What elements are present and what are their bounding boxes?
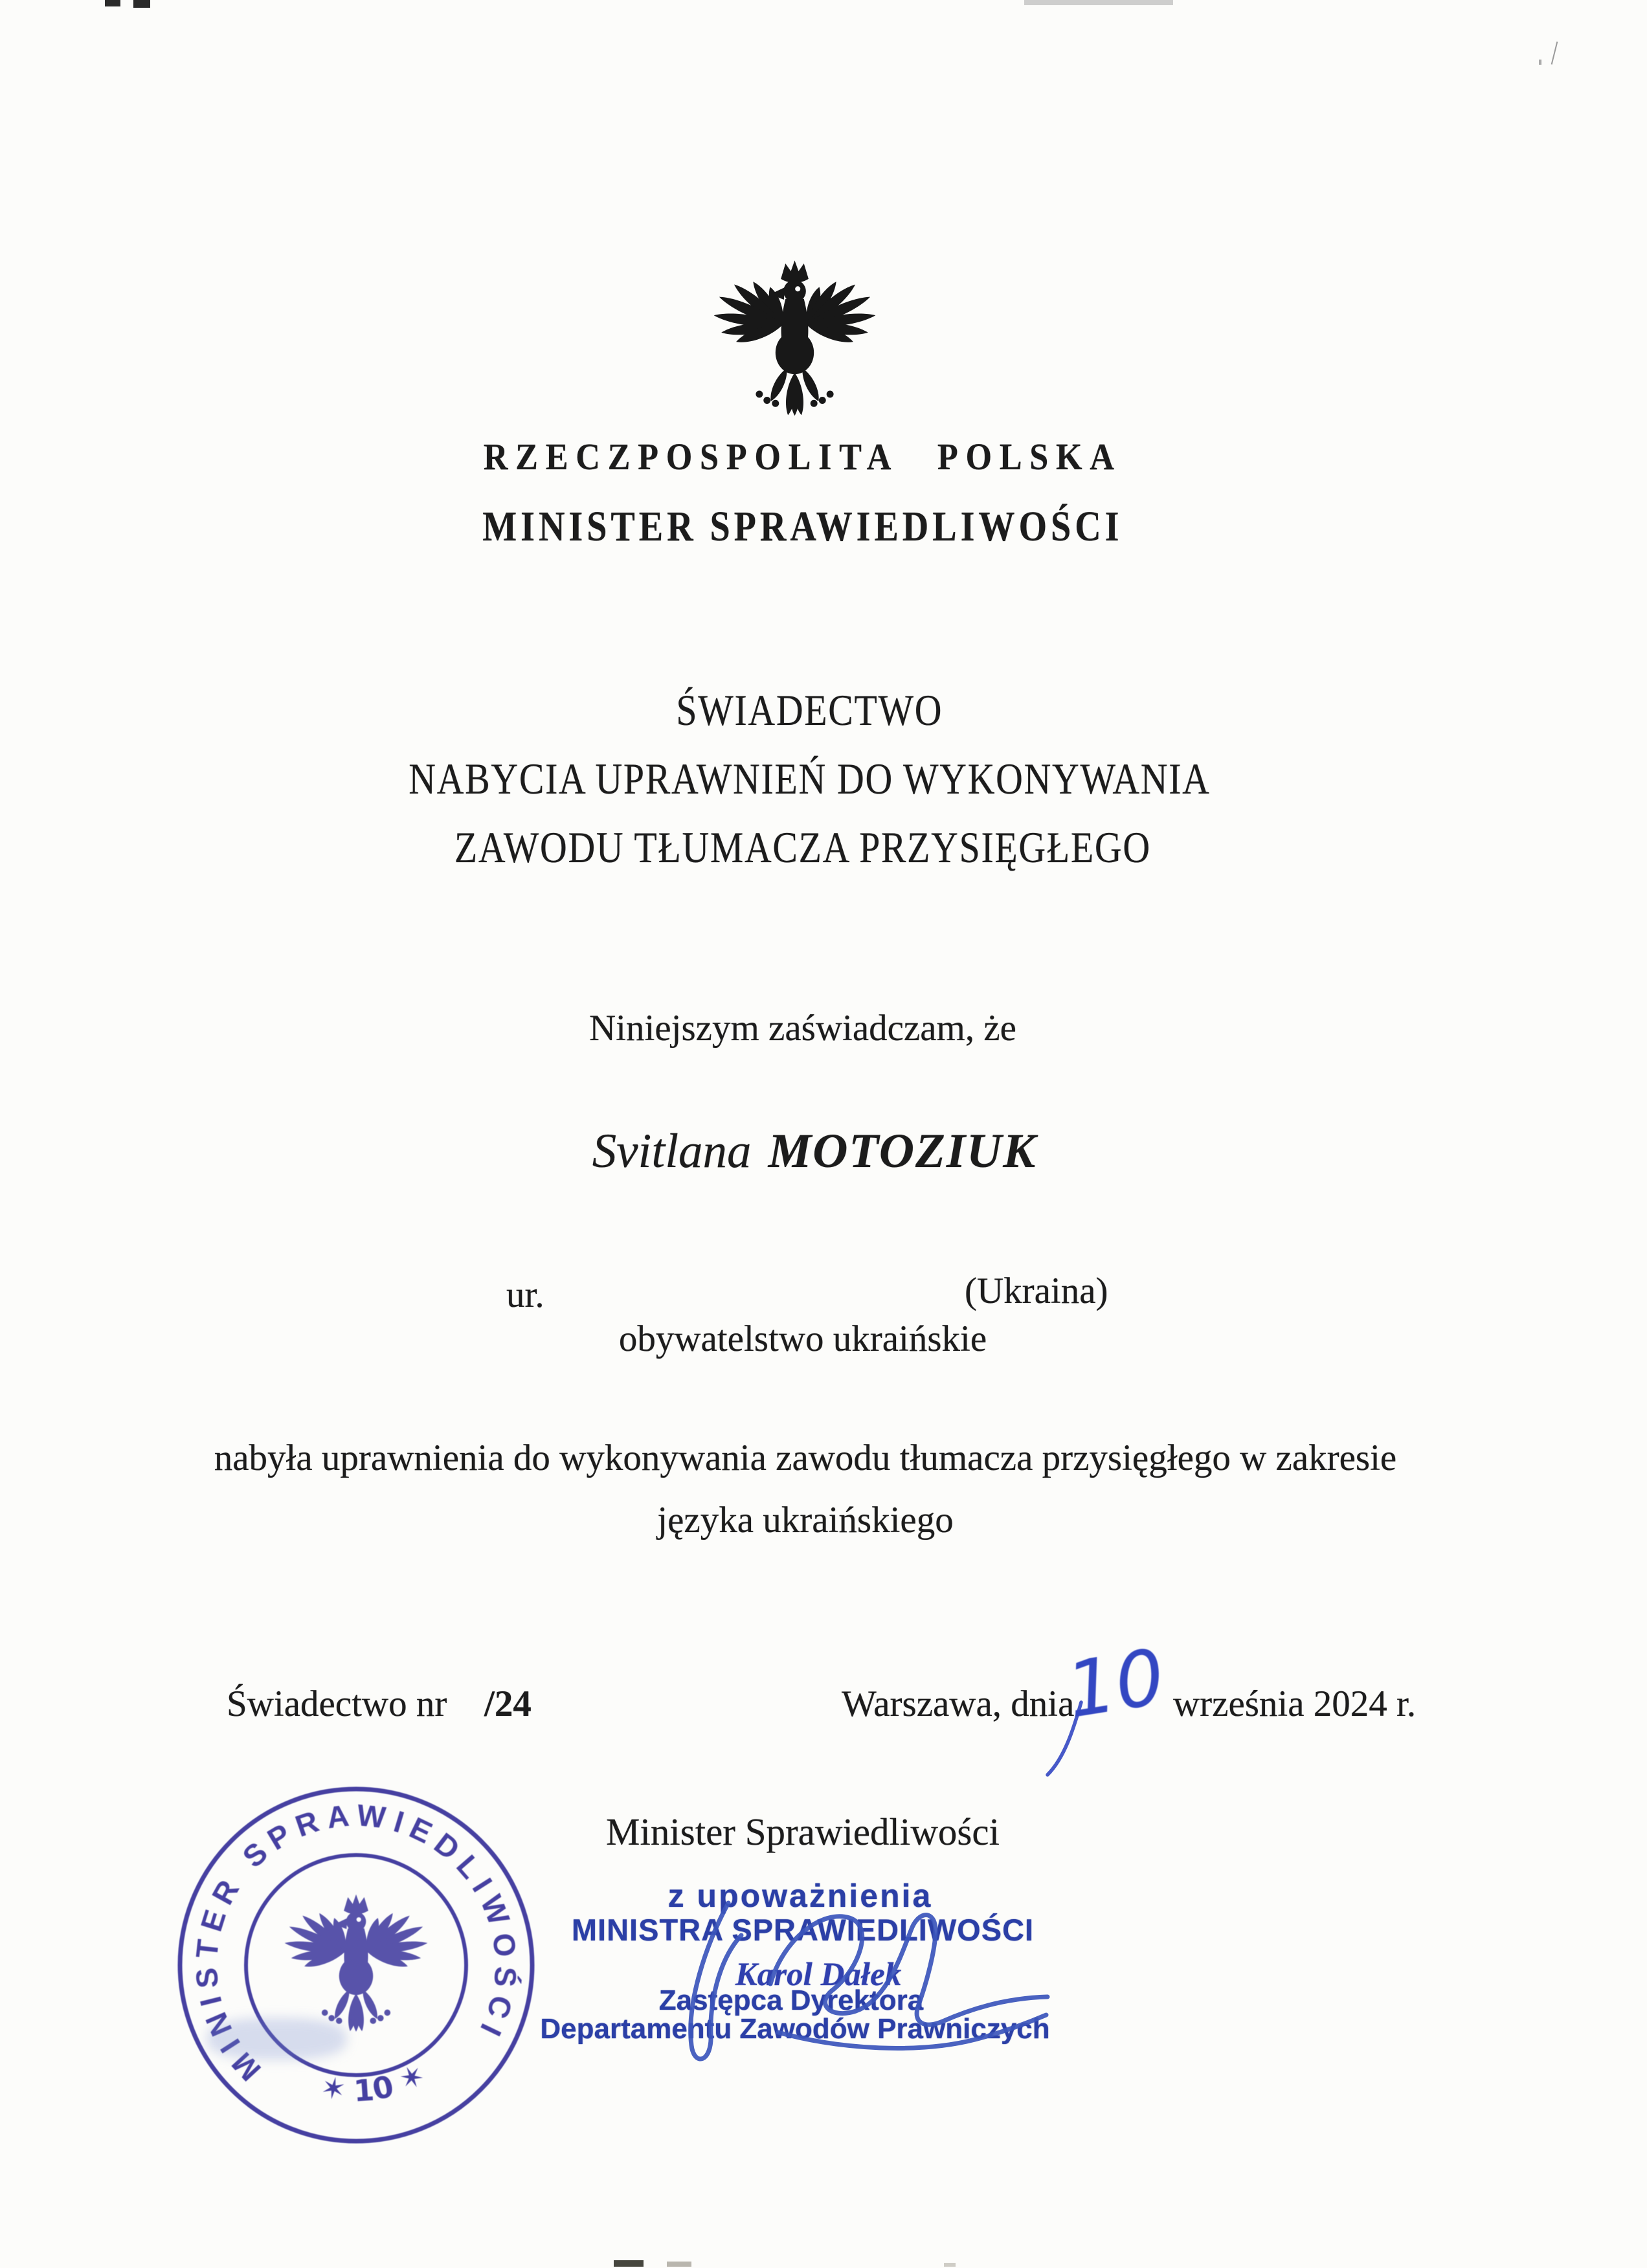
date-rest: września 2024 r.: [1173, 1684, 1417, 1724]
handwritten-day-flourish: [1040, 1696, 1117, 1786]
seal-ring-text-path: MINISTER SPRAWIEDLIWOŚCI: [188, 1797, 524, 2088]
republic-heading-text: RZECZPOSPOLITA POLSKA: [484, 436, 1122, 478]
scan-artifact: [667, 2262, 691, 2267]
holder-name: [0, 1124, 1638, 1179]
signer-name: Karol Dałek: [735, 1957, 902, 1993]
certificate-number-label: Świadectwo nr: [227, 1684, 447, 1724]
scan-artifact: [133, 0, 150, 8]
title-line-3: [0, 822, 1626, 873]
grant-line-1: nabyła uprawnienia do wykonywania zawodu tłumacza przysięgłego w zakresie: [214, 1438, 1397, 1478]
handwritten-day: 10: [1060, 1632, 1171, 1735]
scan-artifact: [1551, 41, 1558, 64]
scan-artifact: [1024, 0, 1173, 5]
minister-heading-text: MINISTER SPRAWIEDLIWOŚCI: [482, 503, 1123, 550]
title-line-1-text: ŚWIADECTWO: [676, 685, 943, 735]
title-line-3-text: ZAWODU TŁUMACZA PRZYSIĘGŁEGO: [454, 823, 1151, 872]
signature-scrawl: [609, 1900, 1075, 2074]
scan-artifact: [1539, 60, 1541, 65]
minister-signature-title: Minister Sprawiedliwości: [606, 1810, 1000, 1853]
holder-last-name: MOTOZIUK: [768, 1124, 1037, 1178]
scan-artifact: [614, 2260, 644, 2267]
seal-bottom-text: [313, 2055, 432, 2115]
certificate-number: /24: [484, 1684, 532, 1724]
born-label: ur.: [506, 1274, 544, 1315]
signer-title-line-2: Departamentu Zawodów Prawniczych: [540, 2013, 1050, 2045]
citizenship-line: obywatelstwo ukraińskie: [618, 1318, 987, 1359]
holder-first-name: Svitlana: [592, 1124, 752, 1178]
scan-artifact: [944, 2263, 956, 2267]
grant-line-2: języka ukraińskiego: [657, 1500, 954, 1540]
seal-bottom-text-path: ✶ 10 ✶: [318, 2056, 431, 2109]
signer-title-line-1: Zastępca Dyrektora: [658, 1984, 924, 2016]
authorization-stamp-line-1: z upoważnienia: [667, 1878, 933, 1914]
scan-artifact: [105, 0, 120, 6]
title-line-2: [0, 753, 1633, 805]
place-date-prefix: Warszawa, dnia: [842, 1684, 1075, 1724]
republic-heading: [0, 435, 1626, 478]
authorization-stamp-line-2: MINISTRA SPRAWIEDLIWOŚCI: [571, 1913, 1035, 1947]
polish-eagle-emblem: [702, 246, 887, 419]
minister-heading: [0, 502, 1626, 551]
attestation-line: Niniejszym zaświadczam, że: [589, 1008, 1016, 1049]
title-line-1: [0, 685, 1633, 736]
title-line-2-text: NABYCIA UPRAWNIEŃ DO WYKONYWANIA: [408, 754, 1211, 803]
born-country: (Ukraina): [965, 1271, 1108, 1311]
